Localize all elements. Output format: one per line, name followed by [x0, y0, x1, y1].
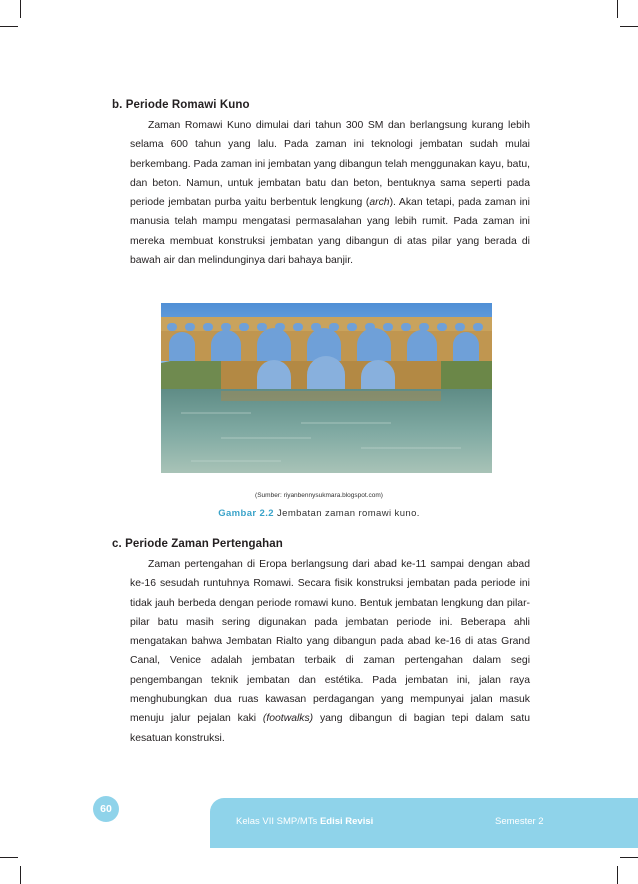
crop-mark [20, 866, 21, 884]
page-number: 60 [93, 796, 119, 822]
section-c-paragraph: Zaman pertengahan di Eropa berlangsung dari abad ke-11 sampai dengan abad ke-16 sesudah runtuhnya Romawi. Secara fisik konstruksi jembatan pada periode ini tidak jauh berbeda dengan periode romawi kuno. Bentuk jembatan lengkung dan pilar-pilar batu masih sering digunakan pada jembatan periode ini. Beberapa ahli mengatakan bahwa Jembatan Rialto yang dibangun pada abad ke-16 di atas Grand Canal, Venice adalah jembatan terbaik di zaman pertengahan dalam segi pengembangan teknik jembatan dan estétika. Pada jembatan ini, jalan raya menghubungkan dua ruas kawasan perdagangan yang mempunyai jalan masuk menuju jalur pejalan kaki (footwalks) yang dibangun di bagian tepi dalam satu kesatuan konstruksi. [130, 559, 531, 744]
footer-semester: Semester 2 [495, 816, 544, 827]
footer-book-title: Kelas VII SMP/MTs Edisi Revisi [236, 816, 374, 827]
crop-mark [0, 26, 18, 27]
crop-mark [617, 0, 618, 18]
section-b-paragraph: Zaman Romawi Kuno dimulai dari tahun 300 SM dan berlangsung kurang lebih selama 600 tahun yang lalu. Pada zaman ini teknologi jembatan sudah mulai berkembang. Pada zaman ini jembatan yang dibangun telah menggunakan kayu, batu, dan beton. Namun, untuk jembatan batu dan beton, bentuknya sama seperti pada periode jembatan purba yaitu berbentuk lengkung (arch). Akan tetapi, pada zaman ini manusia telah mampu mengatasi permasalahan yang lebih rumit. Pada zaman ini mereka membuat konstruksi jembatan yang dibangun di atas pilar yang berada di bawah air dan melindunginya dari bahaya banjir. [130, 120, 530, 267]
section-c-heading: c. Periode Zaman Pertengahan [112, 538, 283, 550]
crop-mark [620, 857, 638, 858]
crop-mark [20, 0, 21, 18]
figure-caption-text: Jembatan zaman romawi kuno. [276, 508, 420, 519]
figure-caption [0, 508, 638, 519]
figure-source: (Sumber: riyanbennysukmara.blogspot.com) [255, 492, 383, 499]
roman-aqueduct-photo [161, 303, 492, 473]
figure-label: Gambar 2.2 [218, 508, 274, 519]
crop-mark [617, 866, 618, 884]
crop-mark [620, 26, 638, 27]
section-b-heading: b. Periode Romawi Kuno [112, 99, 250, 111]
crop-mark [0, 857, 18, 858]
